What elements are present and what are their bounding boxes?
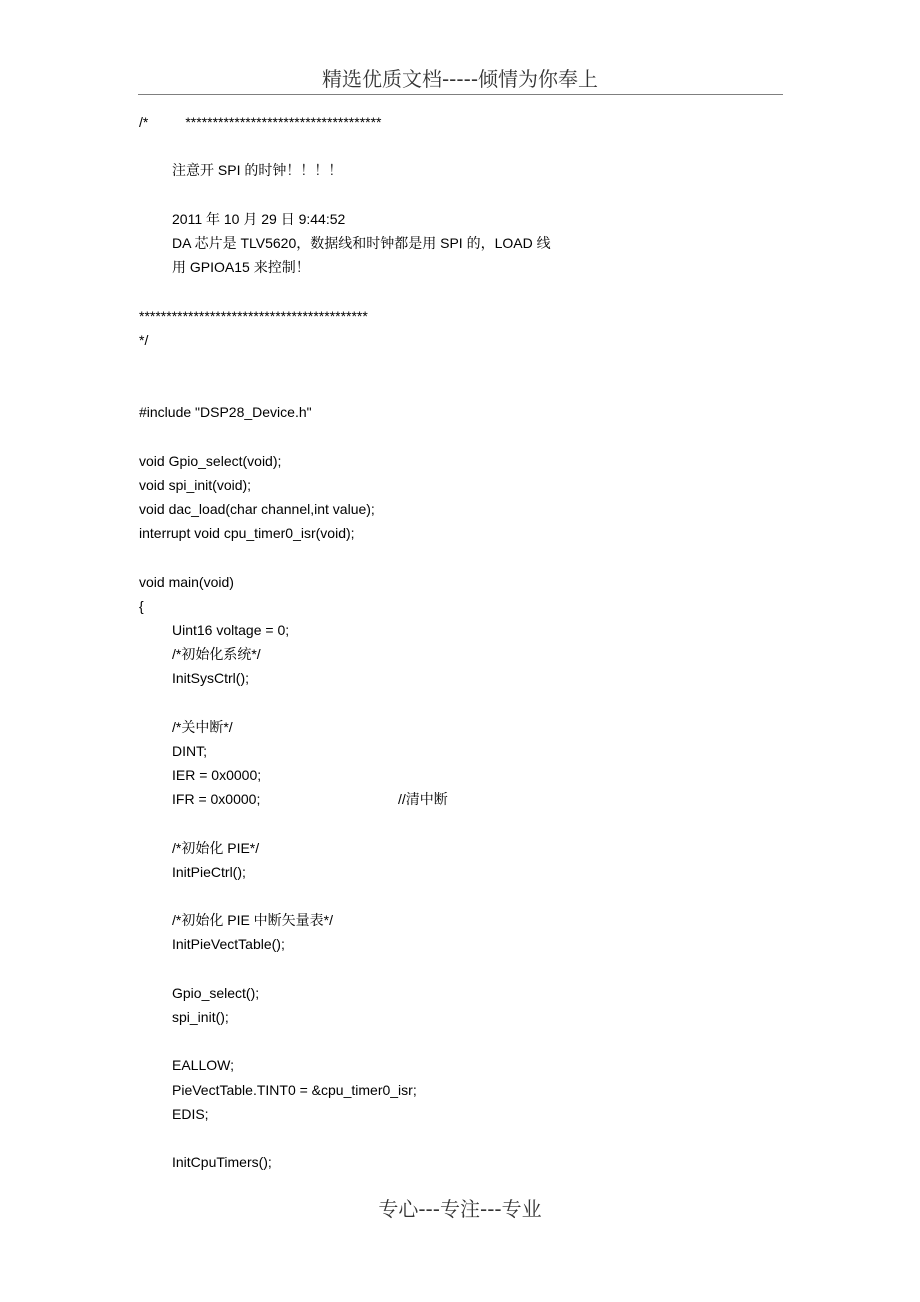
- init-cpu-timers-call: InitCpuTimers();: [172, 1154, 272, 1171]
- comment-open-line: [139, 110, 779, 134]
- comment-disable-int: /*关中断*/: [172, 718, 233, 735]
- ier-statement: IER = 0x0000;: [172, 767, 262, 784]
- prototype-gpio-select: void Gpio_select(void);: [139, 452, 282, 469]
- comment-init-sys: /*初始化系统*/: [172, 646, 261, 663]
- comment-note-spi: 注意开 SPI 的时钟！！！！: [172, 162, 343, 179]
- comment-close: */: [139, 331, 149, 348]
- include-directive: #include "DSP28_Device.h": [139, 404, 312, 421]
- document-body: [139, 110, 779, 1174]
- page-header-title: 精选优质文档-----倾情为你奉上: [321, 67, 599, 91]
- comment-clear-int: //清中断: [398, 791, 448, 808]
- comment-open: /*: [139, 114, 149, 130]
- pie-vect-assignment: PieVectTable.TINT0 = &cpu_timer0_isr;: [172, 1081, 417, 1098]
- comment-init-pie: /*初始化 PIE*/: [172, 839, 260, 856]
- prototype-spi-init: void spi_init(void);: [139, 476, 252, 493]
- ifr-statement: IFR = 0x0000;: [172, 791, 261, 808]
- init-pie-vect-table-call: InitPieVectTable();: [172, 936, 285, 953]
- edis-statement: EDIS;: [172, 1105, 209, 1122]
- prototype-timer-isr: interrupt void cpu_timer0_isr(void);: [139, 525, 355, 542]
- comment-stars-bottom: ******************************************: [139, 307, 368, 324]
- init-pie-ctrl-call: InitPieCtrl();: [172, 863, 246, 880]
- eallow-statement: EALLOW;: [172, 1057, 234, 1074]
- ifr-line: [139, 787, 779, 811]
- comment-desc-line1: DA 芯片是 TLV5620，数据线和时钟都是用 SPI 的，LOAD 线: [172, 234, 551, 251]
- main-brace-open: {: [139, 597, 144, 614]
- prototype-dac-load: void dac_load(char channel,int value);: [139, 501, 375, 517]
- comment-init-pie-vect: /*初始化 PIE 中断矢量表*/: [172, 912, 334, 929]
- init-sys-ctrl-call: InitSysCtrl();: [172, 670, 249, 687]
- dint-statement: DINT;: [172, 742, 207, 759]
- header-divider: [138, 94, 783, 95]
- page-footer: 专心---专注---专业: [378, 1197, 542, 1221]
- comment-date: 2011 年 10 月 29 日 9:44:52: [172, 210, 346, 227]
- main-signature: void main(void): [139, 573, 234, 590]
- spi-init-call: spi_init();: [172, 1008, 229, 1025]
- gpio-select-call: Gpio_select();: [172, 984, 260, 1001]
- comment-desc-line2: 用 GPIOA15 来控制！: [172, 259, 310, 276]
- voltage-declaration: Uint16 voltage = 0;: [172, 621, 290, 638]
- comment-stars-top: ************************************: [185, 114, 382, 130]
